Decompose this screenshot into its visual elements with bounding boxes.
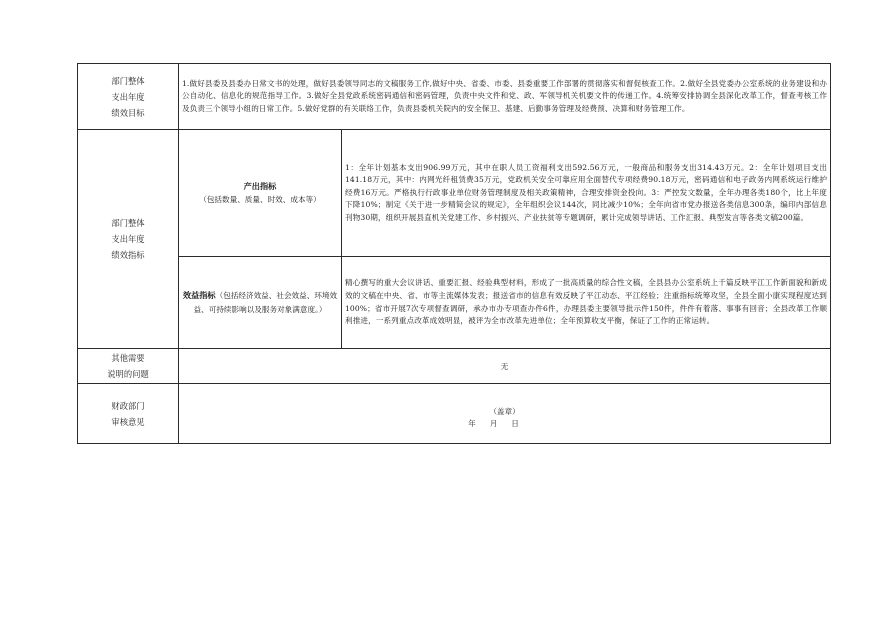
benefit-indicator-row: [78, 257, 831, 349]
output-indicator-row: [78, 130, 831, 257]
benefit-indicator-text: 精心撰写的重大会议讲话、重要汇报、经验典型材料，形成了一批高质量的综合性文稿，全县县办公室系统上千篇反映平江工作新面貌和新成效的文稿在中央、省、市等主流媒体发表；报送省市的信息有效反映了平江动态、平江经验；注重指标统筹攻坚，全县全面小康实现程度达到100%；省市开展7次专项督查调研，承办市办专项查办件6件，办理县委主要领导批示件150件，件件有着落、事事有回音；全县改革工作顺利推进，一系列重点改革成效明显，被评为全市改革先进单位；全年预算收支平衡，保证了工作的正常运转。: [345, 278, 828, 326]
evaluation-sheet: [77, 63, 830, 444]
other-issues-row: [78, 349, 831, 384]
date-line: [157, 418, 830, 430]
finance-opinion-label: [78, 384, 179, 444]
output-indicator-content: [342, 130, 831, 257]
goal-row-content: [179, 64, 831, 130]
indicator-row-label: [78, 130, 179, 349]
date-day: 日: [511, 419, 519, 428]
other-issues-value: 无: [179, 349, 831, 384]
date-year: 年: [468, 419, 476, 428]
label-line: 其他需要: [111, 353, 145, 363]
date-month: 月: [489, 419, 498, 428]
label-line: 支出年度: [111, 91, 145, 102]
performance-table: [77, 63, 831, 444]
label-line: 部门整体: [111, 218, 145, 228]
finance-opinion-row: [78, 384, 831, 444]
output-indicator-note: （包括数量、质量、时效、成本等）: [199, 195, 321, 204]
output-indicator-label: [179, 130, 342, 257]
finance-opinion-content: [179, 384, 831, 444]
benefit-indicator-label: [179, 257, 342, 349]
label-line: 绩效目标: [111, 107, 145, 118]
output-indicator-title: 产出指标: [243, 181, 277, 191]
output-indicator-text: 1：全年计划基本支出906.99万元，其中在职人员工资福利支出592.56万元，一般商品和服务支出314.43万元。2：全年计划项目支出141.18万元，其中：内网光纤租赁费35万元，党政机关安全可靠应用全面替代专项经费90.18万元，密码通信和电子政务内网系统运行维护经费16万元。严格执行行政事业单位财务管理制度及相关政策精神，合理安排资金投向。3：严控发文数量，全年办理各类180个，比上年度下降10%；制定《关于进一步精简会议的规定》，全年组织会议144次，同比减少10%；全年向省市党办报送各类信息300条，编印内部信息刊物30期，组织开展县直机关党建工作、乡村振兴、产业扶贫等专题调研，累计完成领导讲话、工作汇报、典型发言等各类文稿200篇。: [345, 162, 828, 222]
label-line: 支出年度: [111, 234, 145, 244]
label-line: 绩效指标: [111, 250, 145, 260]
other-issues-label: [78, 349, 179, 384]
benefit-indicator-title: 效益指标: [182, 290, 216, 300]
label-line: 审核意见: [111, 416, 145, 427]
seal-block: [179, 406, 830, 430]
label-line: 说明的问题: [107, 369, 149, 379]
goal-row-label: [78, 64, 179, 130]
goal-row: [78, 64, 831, 130]
label-line: 部门整体: [111, 75, 145, 86]
seal-text: （盖章）: [489, 407, 520, 416]
goal-text: 1.做好县委及县委办日常文书的处理，做好县委领导同志的文稿服务工作,做好中央、省委、市委、县委重要工作部署的贯彻落实和督促核查工作。2.做好全县党委办公室系统的业务建设和办公自动化、信息化的规范指导工作。3.做好全县党政系统密码通信和密码管理，负责中央文件和党、政、军领导机关机要文件的传递工作。4.统筹安排协调全县深化改革工作，督查考核工作及负责三个领导小组的日常工作。5.做好党群的有关联络工作，负责县委机关院内的安全保卫、基建、后勤事务管理及经费预、决算和财务管理工作。: [182, 78, 828, 113]
benefit-indicator-note: （包括经济效益、社会效益、环境效益、可持续影响以及服务对象满意度。）: [193, 291, 338, 314]
label-line: 财政部门: [111, 400, 145, 411]
benefit-indicator-content: [342, 257, 831, 349]
